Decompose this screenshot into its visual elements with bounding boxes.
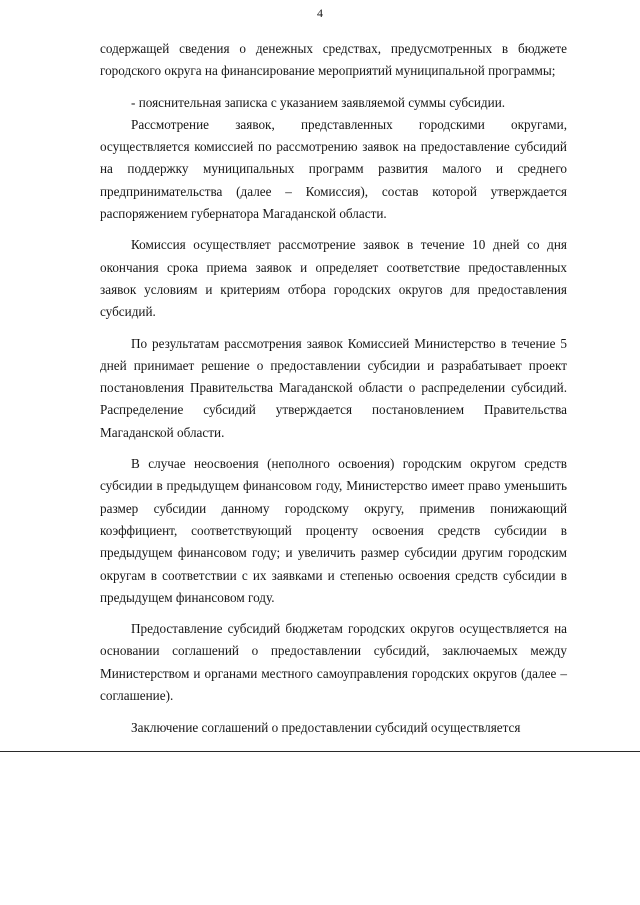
document-body [100,38,567,740]
paragraph-ministry-decision: По результатам рассмотрения заявок Комиссией Министерство в течение 5 дней принимает решение о предоставлении субсидии и разрабатывает проект постановления Правительства Магаданской области о распределении субсидий. Распределение субсидий утверждается постановлением Правительства Магаданской области. [100,335,567,440]
paragraph-underspending: В случае неосвоения (неполного освоения) городским округом средств субсидии в предыдущем финансовом году, Министерство имеет право уменьшить размер субсидии данному городскому округу, применив понижающий коэффициент, соответствующий проценту освоения средств субсидии в предыдущем финансовом году; и увеличить размер субсидии другим городским округам в соответствии с их заявками и степенью освоения средств субсидии в предыдущем финансовом году. [100,456,567,605]
page-number: 4 [317,6,323,20]
paragraph-review-period: Комиссия осуществляет рассмотрение заявок в течение 10 дней со дня окончания срока приема заявок и определяет соответствие предоставленных заявок условиям и критериям отбора городских округов для предоставления субсидий. [100,237,567,320]
paragraph-commission-review: Рассмотрение заявок, представленных городскими округами, осуществляется комиссией по рассмотрению заявок на предоставление субсидий на поддержку муниципальных программ развития малого и среднего предпринимательства (далее – Комиссия), состав которой утверждается распоряжением губернатора Магаданской области. [100,116,567,222]
footer-divider-line [0,751,640,752]
paragraph-continuation: содержащей сведения о денежных средствах, предусмотренных в бюджете городского округа на финансирование мероприятий муниципальной программы; [100,41,567,79]
paragraph-agreement-conclusion: Заключение соглашений о предоставлении субсидий осуществляется [131,720,521,736]
paragraph-agreements: Предоставление субсидий бюджетам городских округов осуществляется на основании соглашений о предоставлении субсидий, заключаемых между Министерством и органами местного самоуправления городских округов (далее – соглашение). [100,621,567,704]
paragraph-explanatory-note: - пояснительная записка с указанием заявляемой суммы субсидии. [131,94,506,110]
